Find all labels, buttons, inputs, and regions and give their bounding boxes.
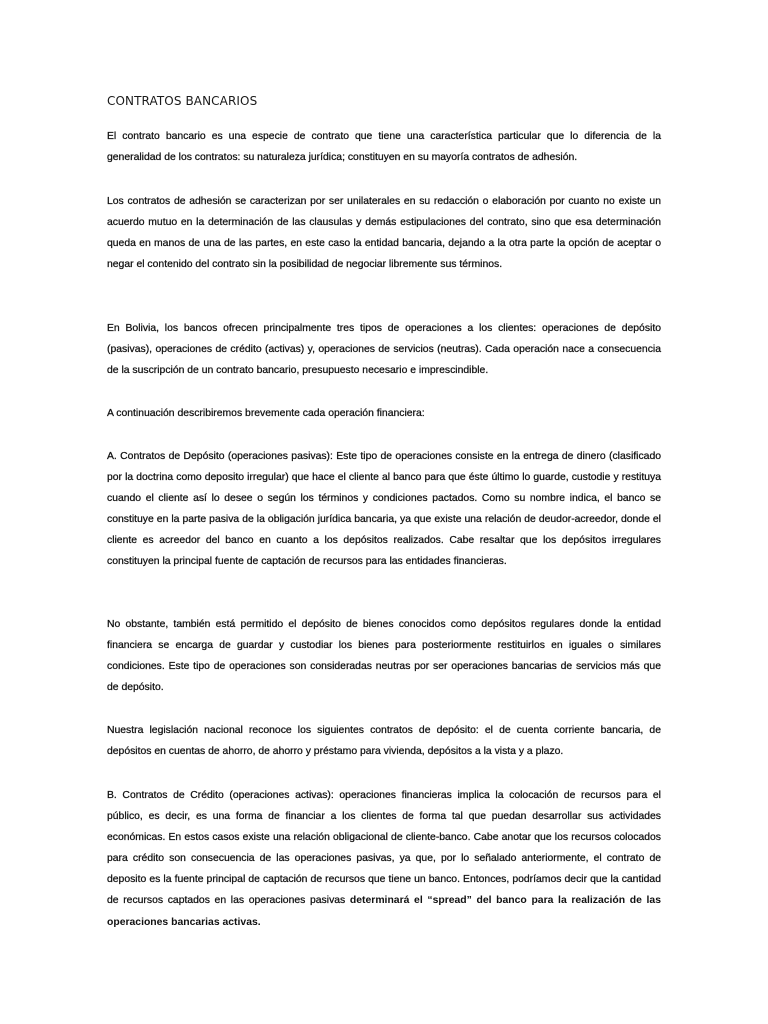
document-title: CONTRATOS BANCARIOS	[107, 94, 258, 108]
paragraph-legislacion-nacional: Nuestra legislación nacional reconoce los siguientes contratos de depósito: el de cuenta corriente bancaria, de depósitos en cuentas de ahorro, de ahorro y préstamo para vivienda, depósitos a la vista y a plazo.	[107, 725, 661, 758]
paragraph-contratos-credito	[107, 785, 661, 933]
paragraph-contrato-bancario: El contrato bancario es una especie de contrato que tiene una característica particular que lo diferencia de la generalidad de los contratos: su naturaleza jurídica; constituyen en su mayoría contratos de adhesión.	[107, 131, 661, 164]
paragraph-bolivia-operaciones: En Bolivia, los bancos ofrecen principalmente tres tipos de operaciones a los clientes: operaciones de depósito (pasivas), operaciones de crédito (activas) y, operaciones de servicios (neutras). Cada operación nace a consecuencia de la suscripción de un contrato bancario, presupuesto necesario e imprescindible.	[107, 323, 661, 377]
paragraph-contratos-deposito: A. Contratos de Depósito (operaciones pasivas): Este tipo de operaciones consiste en la entrega de dinero (clasificado por la doctrina como deposito irregular) que hace el cliente al banco para que éste último lo guarde, custodie y restituya cuando el cliente así lo desee o según los términos y condiciones pactados. Como su nombre indica, el banco se constituye en la parte pasiva de la obligación jurídica bancaria, ya que existe una relación de deudor-acreedor, donde el cliente es acreedor del banco en cuanto a los depósitos realizados. Cabe resaltar que los depósitos irregulares constituyen la principal fuente de captación de recursos para las entidades financieras.	[107, 451, 661, 568]
paragraph-intro-operaciones: A continuación describiremos brevemente cada operación financiera:	[107, 408, 425, 419]
paragraph-depositos-regulares: No obstante, también está permitido el depósito de bienes conocidos como depósitos regulares donde la entidad financiera se encarga de guardar y custodiar los bienes para posteriormente restituirlos en iguales o similares condiciones. Este tipo de operaciones son consideradas neutras por ser operaciones bancarias de servicios más que de depósito.	[107, 619, 661, 694]
paragraph-closing-emphasis: determinará el “spread” del banco para la realización de las operaciones bancarias activas.	[107, 895, 661, 928]
paragraph-contratos-credito-text: B. Contratos de Crédito (operaciones activas): operaciones financieras implica la colocación de recursos para el público, es decir, es una forma de financiar a los clientes de forma tal que puedan desarrollar sus actividades económicas. En estos casos existe una relación obligacional de cliente-banco. Cabe anotar que los recursos colocados para crédito son consecuencia de las operaciones pasivas, ya que, por lo señalado anteriormente, el contrato de deposito es la fuente principal de captación de recursos que tiene un banco. Entonces, podríamos decir que la cantidad de recursos captados en las operaciones pasivas	[107, 790, 661, 907]
paragraph-contratos-adhesion: Los contratos de adhesión se caracterizan por ser unilaterales en su redacción o elaboración por cuanto no existe un acuerdo mutuo en la determinación de las clausulas y demás estipulaciones del contrato, sino que esa determinación queda en manos de una de las partes, en este caso la entidad bancaria, dejando a la otra parte la opción de aceptar o negar el contenido del contrato sin la posibilidad de negociar libremente sus términos.	[107, 196, 661, 271]
